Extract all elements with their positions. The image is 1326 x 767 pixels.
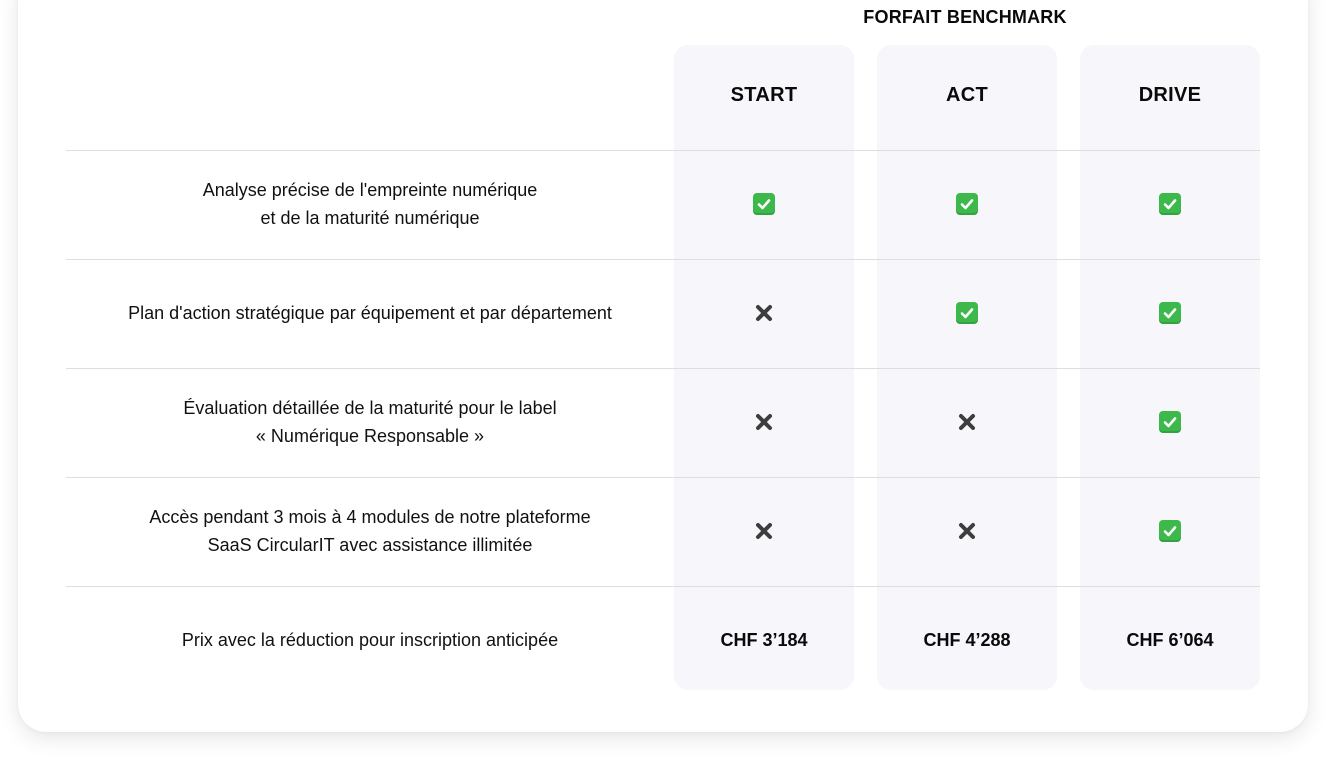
- row-divider: [66, 259, 1260, 260]
- feature-label: [80, 394, 660, 450]
- plan-header-drive: DRIVE: [1138, 84, 1202, 106]
- price-label-text: Prix avec la réduction pour inscription anticipée: [181, 630, 559, 650]
- check-icon: [753, 193, 775, 215]
- plan-header-start: START: [730, 84, 798, 106]
- feature-label: [80, 503, 660, 559]
- check-icon: [1159, 520, 1181, 542]
- cross-icon: [753, 520, 775, 542]
- feature-cell: [674, 190, 854, 218]
- price-value: CHF 6’064: [1126, 629, 1214, 650]
- feature-cell: [674, 408, 854, 436]
- feature-cell: [1080, 190, 1260, 218]
- price-start: [674, 626, 854, 654]
- cross-icon: [753, 411, 775, 433]
- feature-label: [80, 176, 660, 232]
- feature-label-line: « Numérique Responsable »: [255, 426, 485, 446]
- row-divider: [66, 586, 1260, 587]
- feature-label-line: Plan d'action stratégique par équipement et par département: [128, 303, 612, 323]
- feature-cell: [877, 517, 1057, 545]
- cross-icon: [956, 411, 978, 433]
- section-title: FORFAIT BENCHMARK: [863, 7, 1067, 27]
- feature-label-line: SaaS CircularIT avec assistance illimitée: [207, 535, 533, 555]
- feature-label-line: Évaluation détaillée de la maturité pour le label: [183, 398, 557, 418]
- price-drive: [1080, 626, 1260, 654]
- cross-icon: [956, 520, 978, 542]
- plan-header-act: ACT: [945, 84, 988, 106]
- price-act: [877, 626, 1057, 654]
- check-icon: [956, 302, 978, 324]
- check-icon: [1159, 193, 1181, 215]
- feature-cell: [1080, 517, 1260, 545]
- price-label: [80, 626, 660, 654]
- price-value: CHF 3’184: [720, 629, 808, 650]
- cross-icon: [753, 302, 775, 324]
- check-icon: [1159, 302, 1181, 324]
- check-icon: [1159, 411, 1181, 433]
- row-divider: [66, 150, 1260, 151]
- feature-cell: [877, 299, 1057, 327]
- feature-cell: [674, 299, 854, 327]
- feature-label-line: Analyse précise de l'empreinte numérique: [202, 180, 538, 200]
- feature-cell: [877, 408, 1057, 436]
- feature-cell: [877, 190, 1057, 218]
- feature-cell: [1080, 408, 1260, 436]
- feature-cell: [674, 517, 854, 545]
- feature-label-line: Accès pendant 3 mois à 4 modules de notre plateforme: [149, 507, 591, 527]
- feature-label: [80, 299, 660, 327]
- row-divider: [66, 477, 1260, 478]
- feature-cell: [1080, 299, 1260, 327]
- price-value: CHF 4’288: [923, 629, 1011, 650]
- row-divider: [66, 368, 1260, 369]
- feature-label-line: et de la maturité numérique: [260, 208, 480, 228]
- check-icon: [956, 193, 978, 215]
